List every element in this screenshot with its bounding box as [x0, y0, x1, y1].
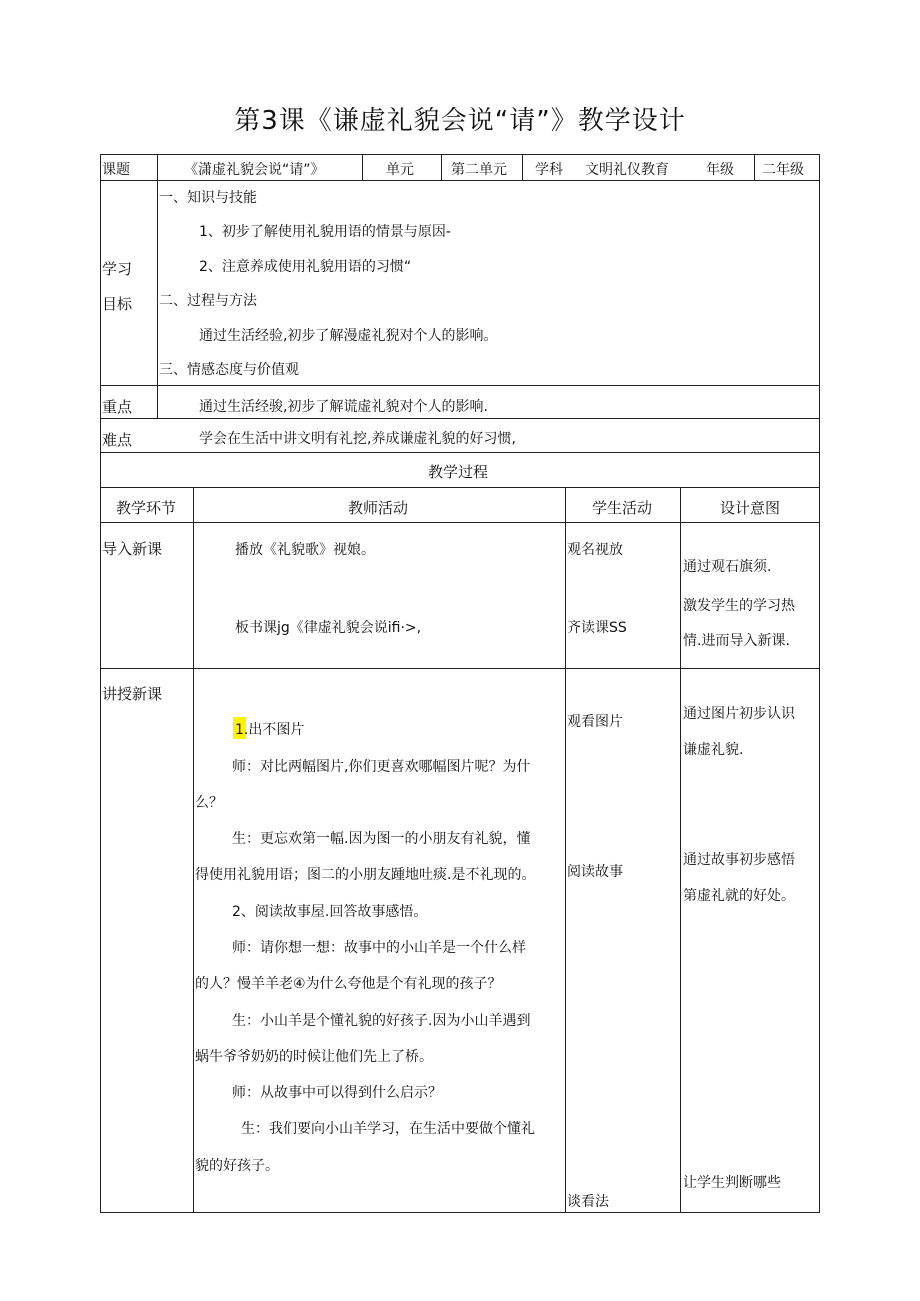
lecture-teacher-7: 师：请你想一想：故事中的小山羊是一个什么样: [232, 940, 526, 956]
lecture-teacher-13: 貌的好孩子。: [195, 1158, 279, 1174]
lecture-design-4: 第虚礼就的好处。: [683, 888, 795, 904]
objective-heading-2: 二、过程与方法: [159, 293, 257, 309]
lecture-teacher-10: 蜗牛爷爷奶奶的时候让他们先上了桥。: [195, 1049, 433, 1065]
objectives-label-1: 学习: [102, 260, 133, 278]
lecture-teacher-12: 生：我们要向小山羊学习，在生活中要做个懂礼: [241, 1121, 535, 1137]
lecture-teacher-9: 生：小山羊是个懂礼貌的好孩子.因为小山羊遇到: [232, 1013, 531, 1029]
objective-heading-1: 一、知识与技能: [159, 190, 257, 206]
unit-label: 单元: [386, 162, 414, 178]
lecture-student-1: 观看图片: [567, 714, 623, 730]
discipline-value: 文明礼仪教育: [585, 162, 669, 178]
difficulty-label: 难点: [102, 431, 133, 449]
objective-item-3: 通过生活经验,初步了解漫虚礼猊对个人的影响。: [199, 328, 498, 344]
header-stage: 教学环节: [116, 499, 177, 517]
intro-student-2: 齐读课SS: [567, 620, 627, 636]
grade-value: 二年级: [762, 162, 804, 178]
difficulty-text: 学会在生活中讲文明有礼挖,养成谦虚礼貌的好习惯,: [199, 431, 516, 447]
key-point-label: 重点: [102, 398, 133, 416]
intro-teacher-1: 播放《礼貌歌》视娘。: [235, 542, 375, 558]
intro-design-1: 通过观石旗须.: [683, 559, 772, 575]
objectives-label-2: 目标: [102, 295, 133, 313]
intro-teacher-2: 板书课jg《律虚礼貌会说ifi·>,: [235, 620, 422, 636]
lecture-design-1: 通过图片初步认识: [683, 706, 795, 722]
grade-label: 年级: [706, 162, 734, 178]
process-title: 教学过程: [428, 463, 489, 481]
objective-item-2: 2、注意养成使用礼貌用语的习惯“: [199, 259, 412, 275]
lecture-teacher-8: 的人？慢羊羊老④为什么夸他是个有礼现的孩子？: [195, 976, 502, 992]
subject-value: 《潇虚礼貌会说“请”》: [184, 162, 325, 178]
lecture-student-2: 阅读故事: [567, 864, 623, 880]
intro-design-2: 激发学生的学习热: [683, 598, 795, 614]
lecture-design-3: 通过故事初步感悟: [683, 852, 795, 868]
page-title: 第3课《谦虚礼貌会说“请”》教学设计: [234, 106, 686, 136]
lecture-teacher-5: 得使用礼貌用语；图二的小朋友踵地吐痰.是不礼现的。: [195, 867, 536, 883]
unit-value: 第二单元: [451, 162, 507, 178]
objective-item-1: 1、初步了解使用礼貌用语的情景与原因-: [199, 224, 451, 240]
lecture-student-3: 谈看法: [567, 1194, 609, 1210]
lecture-teacher-4: 生：更忘欢第一幅.因为图一的小朋友有礼貌，懂: [232, 831, 531, 847]
lecture-stage: 讲授新课: [102, 685, 163, 703]
intro-stage: 导入新课: [102, 540, 163, 558]
discipline-label: 学科: [535, 162, 563, 178]
intro-student-1: 观名视放: [567, 542, 623, 558]
subject-label: 课题: [102, 162, 130, 178]
lecture-design-5: 让学生判断哪些: [683, 1175, 781, 1191]
header-teacher: 教师活动: [348, 499, 409, 517]
lecture-teacher-6: 2、阅读故事屋.回答故事感悟。: [232, 904, 428, 920]
lecture-teacher-1: 1.出不图片: [235, 722, 305, 738]
header-design: 设计意图: [720, 499, 781, 517]
objective-heading-3: 三、情感态度与价值观: [159, 362, 299, 378]
intro-design-3: 情.进而导入新课.: [683, 633, 790, 649]
lecture-teacher-11: 师：从故事中可以得到什么启示？: [232, 1085, 442, 1101]
header-student: 学生活动: [592, 499, 653, 517]
key-point-text: 通过生活经骏,初步了解谎虚礼貌对个人的影响.: [199, 399, 488, 415]
lecture-teacher-3: 么？: [195, 795, 223, 811]
lecture-teacher-2: 师：对比两幅图片,你们更喜欢哪幅图片呢？为什: [232, 759, 531, 775]
lecture-design-2: 谦虚礼貌.: [683, 742, 744, 758]
